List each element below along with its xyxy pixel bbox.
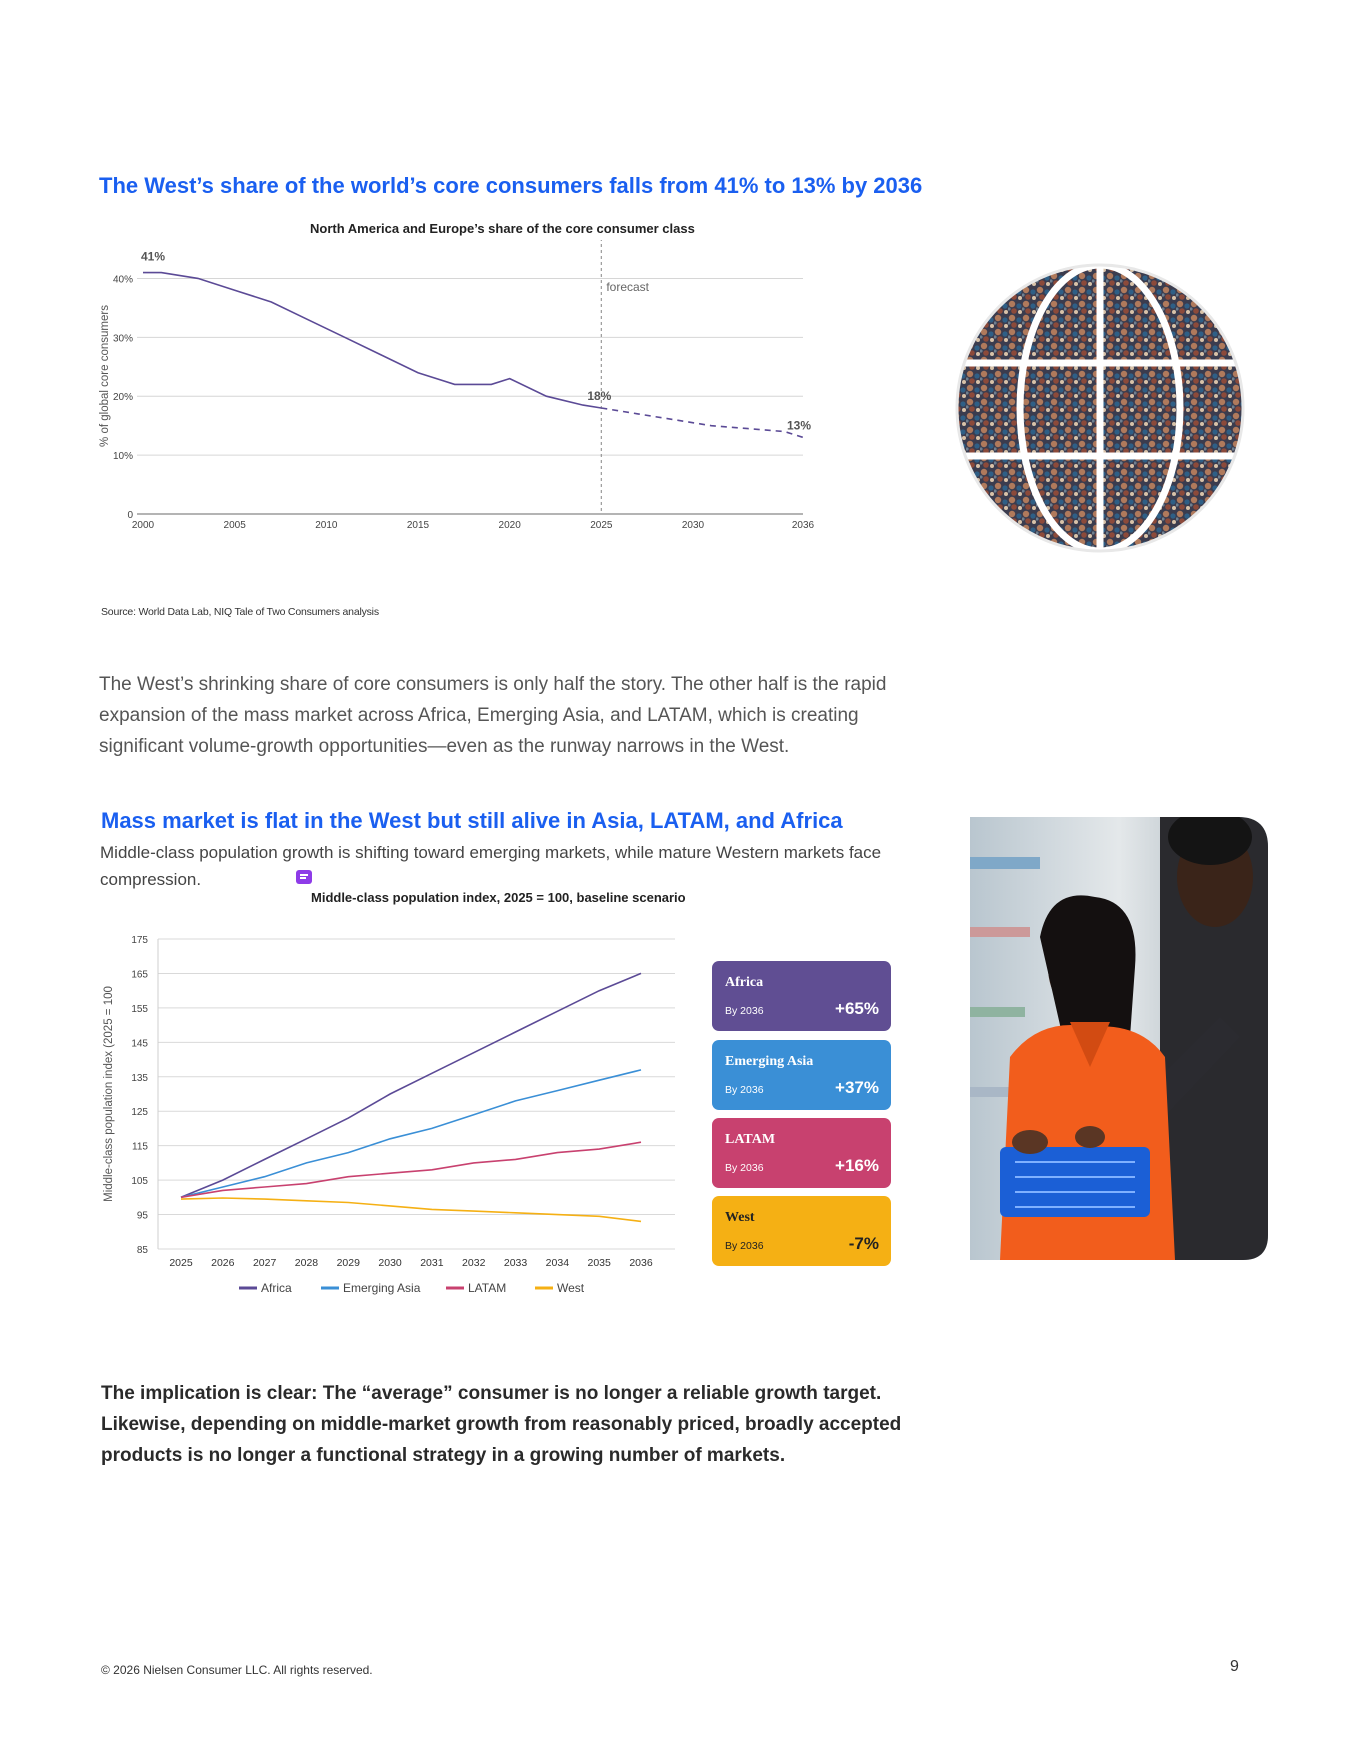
- chart1-series-forecast: [601, 408, 803, 437]
- card-value: +65%: [835, 999, 879, 1018]
- chart2-x-tick: 2030: [378, 1257, 402, 1269]
- card-value: +37%: [835, 1078, 879, 1097]
- card-by: By 2036: [725, 1240, 764, 1252]
- annotation-2036: 13%: [787, 418, 812, 433]
- chart2-y-tick: 85: [136, 1245, 148, 1256]
- card-by: By 2036: [725, 1084, 764, 1096]
- legend-label: Emerging Asia: [343, 1281, 421, 1295]
- card-name: LATAM: [725, 1132, 776, 1147]
- chart2-x-tick: 2029: [336, 1257, 360, 1269]
- annotation-2000: 41%: [141, 249, 166, 264]
- legend-item-west: [535, 1281, 585, 1295]
- annotation-2025: 18%: [587, 389, 612, 403]
- chart2-title: Middle-class population index, 2025 = 100, baseline scenario: [311, 890, 686, 905]
- card-west: [712, 1196, 891, 1266]
- series-line-west: [181, 1198, 641, 1221]
- series-line-latam: [181, 1142, 641, 1197]
- chart1-y-tick: 40%: [112, 274, 133, 286]
- chart1-x-tick: 2025: [590, 520, 613, 531]
- chart1-series-historical: [143, 273, 601, 408]
- implication-statement: The implication is clear: The “average” consumer is no longer a reliable growth target. Likewise, depending on middle-market growth from reasonably priced, broadly accepted products is no longer a functional strategy in a growing number of markets.: [101, 1383, 902, 1466]
- chart1-y-tick: 20%: [112, 392, 133, 404]
- chart2-y-tick: 95: [136, 1210, 148, 1222]
- card-value: -7%: [848, 1234, 879, 1253]
- chart2-x-tick: 2025: [169, 1257, 193, 1269]
- chart1-title: North America and Europe’s share of the core consumer class: [310, 221, 695, 236]
- forecast-label: forecast: [606, 280, 650, 294]
- copyright: © 2026 Nielsen Consumer LLC. All rights reserved.: [101, 1663, 373, 1677]
- series-line-emerging-asia: [181, 1070, 641, 1197]
- chart1-source: Source: World Data Lab, NIQ Tale of Two Consumers analysis: [101, 606, 379, 618]
- chart1-x-tick: 2005: [223, 520, 246, 531]
- globe-crowd-image: [952, 258, 1248, 558]
- chart2-x-tick: 2028: [294, 1257, 319, 1269]
- legend-item-emerging-asia: [321, 1281, 421, 1295]
- section2-heading: Mass market is flat in the West but still alive in Asia, LATAM, and Africa: [101, 808, 843, 833]
- chart1-canvas: [95, 240, 900, 600]
- legend-label: LATAM: [468, 1281, 507, 1295]
- chart1-x-tick: 2000: [131, 520, 155, 531]
- card-name: West: [725, 1210, 755, 1225]
- chart2-canvas: [95, 920, 695, 1300]
- legend-item-latam: [446, 1281, 506, 1295]
- chart2-y-tick: 175: [131, 935, 148, 946]
- body-paragraph: The West’s shrinking share of core consumers is only half the story. The other half is the rapid expansion of the mass market across Africa, Emerging Asia, and LATAM, which is creating significant volume-growth opportunities—even as the runway narrows in the West.: [99, 674, 887, 757]
- card-by: By 2036: [725, 1005, 764, 1017]
- shoppers-photo: [970, 817, 1268, 1260]
- chart2-y-tick: 125: [131, 1107, 148, 1119]
- legend-label: West: [557, 1281, 585, 1295]
- chart1-y-tick: 10%: [112, 451, 133, 463]
- chart1-y-tick: 30%: [112, 333, 133, 345]
- section1-heading: The West’s share of the world’s core consumers falls from 41% to 13% by 2036: [99, 173, 923, 198]
- section2-subtext: Middle-class population growth is shifting toward emerging markets, while mature Western markets face compression.: [100, 843, 882, 889]
- chart2-x-tick: 2031: [420, 1257, 444, 1269]
- chart2-x-tick: 2036: [629, 1257, 653, 1269]
- card-value: +16%: [835, 1156, 879, 1175]
- chart2-x-tick: 2034: [545, 1257, 570, 1269]
- chart2-y-tick: 115: [132, 1141, 148, 1153]
- chart2-y-tick: 155: [131, 1003, 148, 1015]
- series-line-africa: [181, 973, 641, 1197]
- chart1-x-tick: 2015: [406, 520, 430, 531]
- chart1-y-axis-label: % of global core consumers: [99, 305, 111, 447]
- chart2-y-tick: 165: [131, 969, 148, 981]
- chart1-y-tick: 0: [127, 510, 133, 521]
- chart2-x-tick: 2033: [503, 1257, 528, 1269]
- chart1-x-tick: 2036: [791, 520, 815, 531]
- legend-label: Africa: [261, 1281, 292, 1295]
- chart2-y-tick: 135: [131, 1072, 148, 1084]
- chart1-x-tick: 2020: [498, 520, 521, 531]
- card-latam: [712, 1118, 891, 1188]
- chart2-x-tick: 2035: [587, 1257, 611, 1269]
- legend-item-africa: [239, 1281, 292, 1295]
- card-by: By 2036: [725, 1162, 764, 1174]
- chart2-y-tick: 105: [131, 1176, 148, 1188]
- card-name: Emerging Asia: [725, 1054, 814, 1069]
- chart1-x-tick: 2030: [681, 520, 705, 531]
- chart2-y-axis-label: Middle-class population index (2025 = 100: [103, 986, 115, 1202]
- comment-icon[interactable]: [296, 870, 312, 884]
- card-africa: [712, 961, 891, 1031]
- page-number: 9: [1230, 1658, 1239, 1675]
- chart2-y-tick: 145: [131, 1038, 148, 1050]
- chart2-x-tick: 2026: [211, 1257, 235, 1269]
- card-emerging-asia: [712, 1040, 891, 1110]
- chart2-x-tick: 2032: [462, 1257, 486, 1269]
- chart2-x-tick: 2027: [252, 1257, 277, 1269]
- chart1-x-tick: 2010: [315, 520, 338, 531]
- card-name: Africa: [725, 975, 764, 990]
